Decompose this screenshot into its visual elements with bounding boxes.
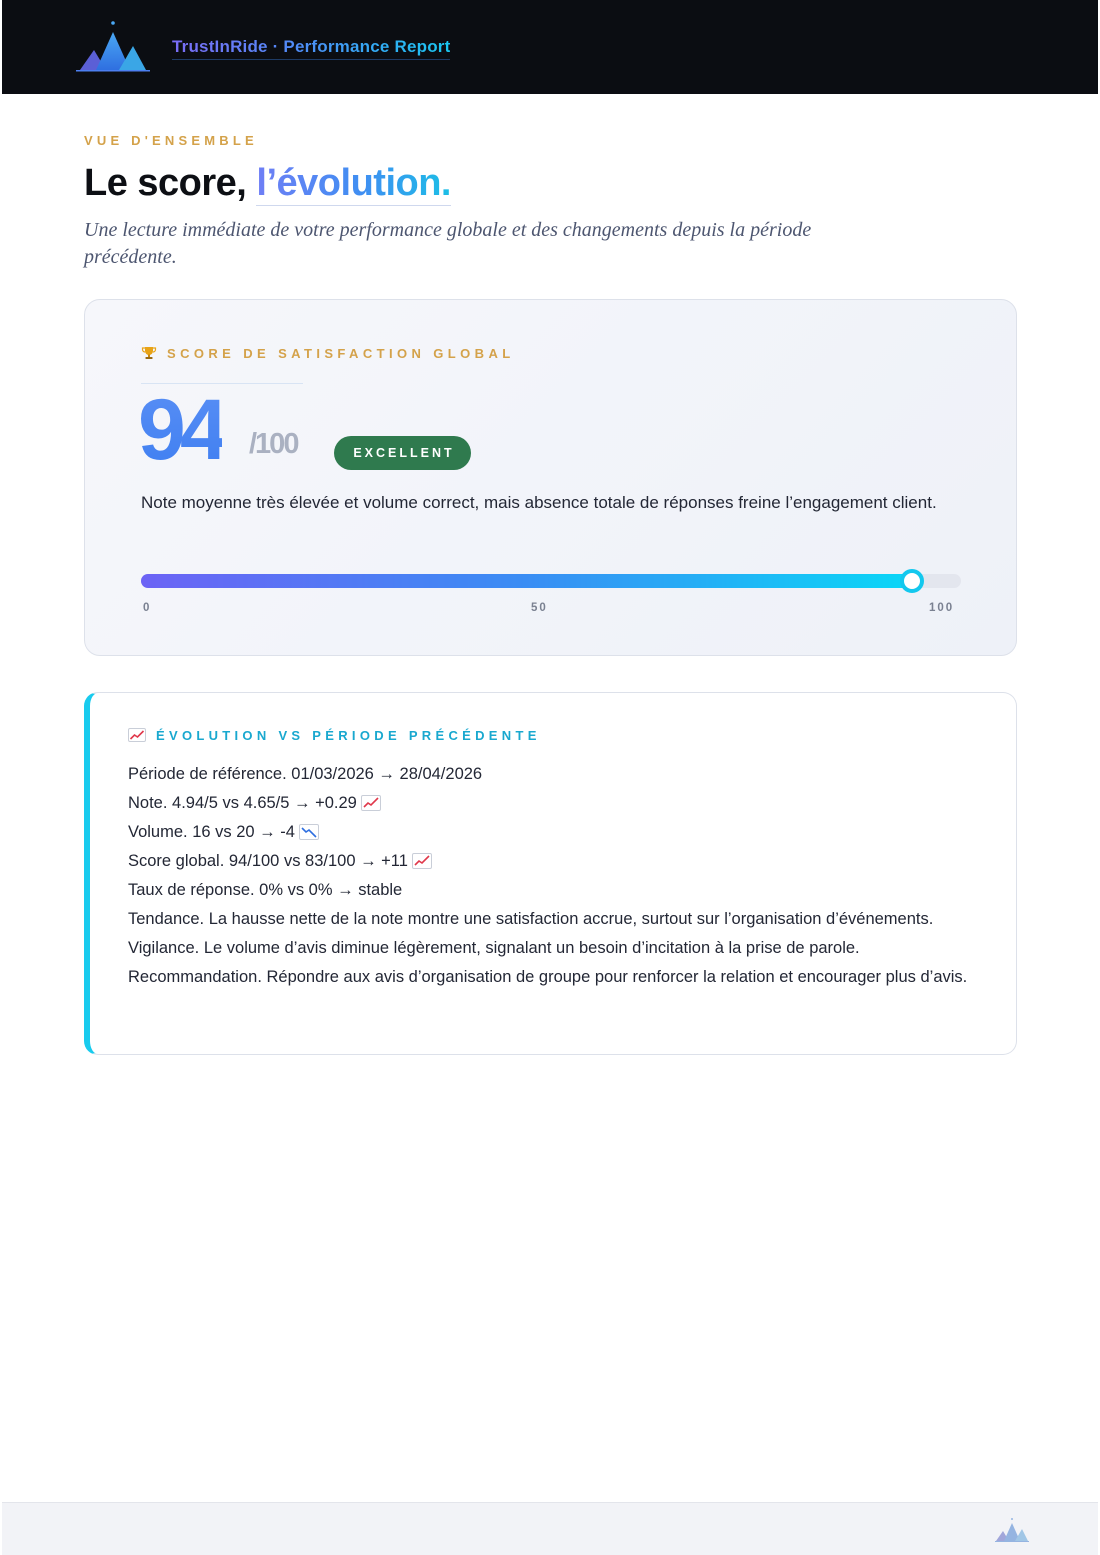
- chart-increasing-icon: [361, 795, 381, 811]
- score-label: [141, 346, 515, 361]
- evolution-label: [128, 728, 541, 743]
- gauge-tick-min: 0: [143, 602, 152, 614]
- page-footer: [2, 1502, 1098, 1555]
- score-max: /100: [249, 428, 298, 460]
- title-plain: Le score,: [84, 162, 257, 204]
- mountain-logo-icon: [74, 20, 152, 74]
- chart-increasing-icon: [128, 728, 146, 742]
- page-title: [84, 162, 451, 205]
- evolution-line-text: Note. 4.94/5 vs 4.65/5 → +0.29: [128, 794, 357, 812]
- evolution-line-volume: [128, 818, 988, 847]
- brand-title: TrustInRide · Performance Report: [172, 37, 450, 60]
- score-gauge-marker: [900, 569, 924, 593]
- evolution-line-rating: [128, 789, 988, 818]
- evolution-line-text: Taux de réponse. 0% vs 0% → stable: [128, 881, 403, 899]
- evolution-line-text: Score global. 94/100 vs 83/100 → +11: [128, 852, 408, 870]
- status-badge: EXCELLENT: [334, 436, 471, 470]
- mountain-logo-icon: [994, 1517, 1030, 1543]
- evolution-card: [84, 692, 1017, 1055]
- score-description: Note moyenne très élevée et volume correct, mais absence totale de réponses freine l’engagement client.: [141, 493, 937, 512]
- top-header-bar: [2, 0, 1098, 94]
- evolution-line-period: [128, 760, 988, 789]
- gauge-tick-mid: 50: [531, 602, 548, 614]
- evolution-body: [128, 760, 988, 992]
- chart-increasing-icon: [412, 853, 432, 869]
- evolution-line-text: Période de référence. 01/03/2026 → 28/04/2026: [128, 765, 483, 783]
- score-label-text: SCORE DE SATISFACTION GLOBAL: [167, 346, 515, 361]
- section-eyebrow: VUE D'ENSEMBLE: [84, 133, 258, 148]
- evolution-label-text: ÉVOLUTION VS PÉRIODE PRÉCÉDENTE: [156, 728, 541, 743]
- score-gauge-track: [141, 574, 961, 588]
- title-accent: l’évolution.: [256, 162, 451, 204]
- evolution-line-text: Volume. 16 vs 20 → -4: [128, 823, 295, 841]
- evolution-analysis: Tendance. La hausse nette de la note montre une satisfaction accrue, surtout sur l’organisation d’événements. Vigilance. Le volume d’avis diminue légèrement, signalant un besoin d’incitation à la prise de parole. Recommandation. Répondre aux avis d’organisation de groupe pour renforcer la relation et encourager plus d’avis.: [128, 910, 968, 986]
- page-subtitle: Une lecture immédiate de votre performance globale et des changements depuis la période précédente.: [84, 219, 812, 268]
- gauge-tick-max: 100: [929, 602, 955, 614]
- evolution-line-response-rate: [128, 876, 988, 905]
- score-gauge-fill: [141, 574, 912, 588]
- evolution-line-score: [128, 847, 988, 876]
- chart-decreasing-icon: [299, 824, 319, 840]
- score-value: 94: [138, 382, 222, 478]
- score-card: [84, 299, 1017, 656]
- trophy-icon: [141, 346, 157, 360]
